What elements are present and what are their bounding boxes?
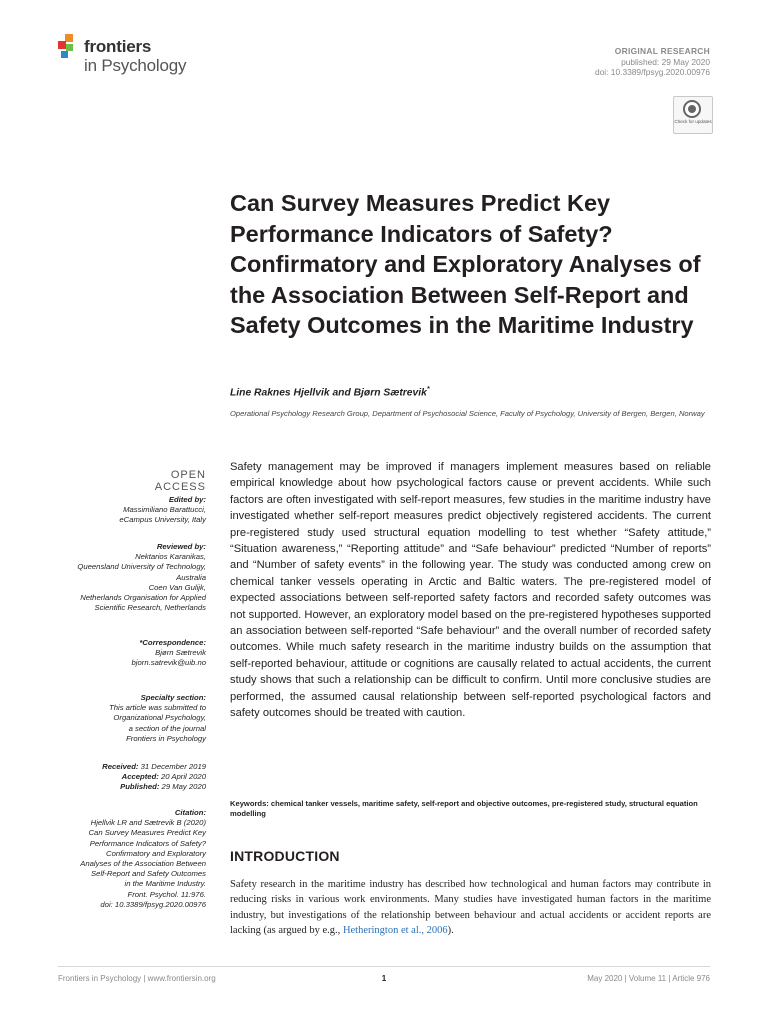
specialty-label: Specialty section: — [140, 693, 206, 702]
editor-line[interactable]: Massimiliano Barattucci, — [123, 505, 206, 515]
specialty-line: a section of the journal — [128, 723, 206, 733]
open-access-label: OPEN ACCESS — [154, 469, 206, 493]
affiliation: Operational Psychology Research Group, Department of Psychosocial Science, Faculty of Psychology, University of Bergen, Bergen, Norway — [230, 409, 705, 418]
edited-by-label: Edited by: — [168, 495, 206, 504]
check-updates-label: Check for updates — [674, 119, 712, 124]
section-heading-introduction: INTRODUCTION — [230, 848, 340, 864]
article-meta — [595, 46, 710, 78]
reviewed-by-label: Reviewed by: — [156, 542, 206, 551]
footer-journal-link[interactable]: Frontiers in Psychology | www.frontiersin.org — [58, 974, 216, 983]
logo-journal-name: in Psychology — [84, 56, 187, 75]
corresponding-mark: * — [426, 386, 430, 393]
authors-names[interactable]: Line Raknes Hjellvik and Bjørn Sætrevik — [230, 387, 427, 399]
reviewer-line: Queensland University of Technology, — [77, 562, 206, 572]
published-row: Published: 29 May 2020 — [120, 782, 206, 792]
correspondence-label: *Correspondence: — [139, 638, 206, 647]
specialty-line: Organizational Psychology, — [113, 713, 206, 723]
accepted-row: Accepted: 20 April 2020 — [121, 772, 206, 782]
received-row: Received: 31 December 2019 — [102, 762, 206, 771]
article-type: ORIGINAL RESEARCH — [614, 46, 710, 56]
reference-link[interactable]: Hetherington et al., 2006 — [342, 924, 448, 936]
citation-line: Hjellvik LR and Sætrevik B (2020) — [90, 818, 206, 828]
author-list — [230, 386, 430, 398]
reviewer-line: Scientific Research, Netherlands — [94, 603, 206, 613]
specialty-section — [36, 693, 206, 744]
citation-label: Citation: — [174, 808, 206, 817]
article-doi[interactable]: doi: 10.3389/fpsyg.2020.00976 — [594, 67, 710, 77]
article-title: Can Survey Measures Predict Key Performance Indicators of Safety? Confirmatory and Exploratory Analyses of the Association Between Self-Report and Safety Outcomes in the Maritime Industry — [230, 190, 701, 338]
citation-line: Front. Psychol. 11:976. — [127, 889, 206, 899]
specialty-line: This article was submitted to — [109, 703, 206, 713]
reviewer-line: Australia — [176, 572, 206, 582]
frontiers-logo-icon — [58, 34, 82, 62]
keywords: Keywords: chemical tanker vessels, maritime safety, self-report and objective outcomes, pre-registered study, structural equation modelling — [230, 799, 698, 819]
reviewer-line[interactable]: Nektarios Karanikas, — [135, 552, 206, 562]
introduction-paragraph: Safety research in the maritime industry has described how technological and human factors may contribute in reducing risks in various work environments. Many studies have investigated human factors in the maritime industry, but investigations of the relationship between behaviour and actual accidents or accident reports are lacking (as argued by e.g., Hetherington et al., 2006). — [230, 879, 711, 936]
journal-logo[interactable] — [58, 34, 208, 80]
citation-section — [36, 808, 206, 910]
editor-line: eCampus University, Italy — [119, 515, 206, 525]
abstract: Safety management may be improved if managers implement measures based on reliable empirical knowledge about how psychological factors cause or prevent accidents. While such factors are often investigated with self-report measures, few studies in the maritime industry have investigated whether self-report measures predict objectively registered accidents. The current pre-registered study used structural equation modelling to test whether “Safety attitude,” “Situation awareness,” “Reporting attitude” and “Safe behaviour” predicted “Number of reports” and “Number of safety events” in the following year. The study was conducted among crew on chemical tanker vessels operating in Arctic and Baltic waters. The pre-registered model of expected associations between self-reported safety factors and recorded safety outcomes was not supported. However, an exploratory model based on the pre-registered hypotheses supported an association between self-reported “Safe behaviour” and the overall number of recorded safety outcomes. While much safety research in the maritime industry builds on the assumption that self-reported behaviour, attitude or cognitions are causally related to actual accidents, the current study shows that such a relationship can be difficult to confirm. Until more conclusive studies are performed, the assumed causal relationship between self-reported psychological factors and safety outcomes should be treated with caution. — [230, 461, 711, 720]
published-date: published: 29 May 2020 — [621, 56, 710, 67]
reviewer-line[interactable]: Coen Van Gulijk, — [148, 582, 206, 592]
citation-line: Self-Report and Safety Outcomes — [91, 869, 206, 879]
page-number: 1 — [381, 974, 387, 983]
specialty-line: Frontiers in Psychology — [126, 733, 206, 743]
footer-divider — [58, 966, 710, 967]
logo-wordmark: frontiers — [84, 37, 152, 56]
reviewer-line: Netherlands Organisation for Applied — [80, 593, 206, 603]
dates-section — [36, 762, 206, 793]
reviewed-by-section — [36, 542, 206, 613]
footer-issue-info: May 2020 | Volume 11 | Article 976 — [587, 974, 710, 983]
citation-doi[interactable]: doi: 10.3389/fpsyg.2020.00976 — [100, 899, 206, 909]
citation-line: Can Survey Measures Predict Key — [88, 828, 206, 838]
correspondence-name: Bjørn Sætrevik — [155, 648, 206, 658]
check-for-updates-button[interactable] — [673, 96, 713, 134]
citation-line: Confirmatory and Exploratory — [106, 848, 206, 858]
check-updates-icon — [683, 100, 701, 118]
correspondence-email[interactable]: bjorn.satrevik@uib.no — [131, 658, 206, 668]
citation-line: in the Maritime Industry. — [124, 879, 206, 889]
correspondence-section — [36, 638, 206, 669]
edited-by-section — [36, 495, 206, 526]
citation-line: Performance Indicators of Safety? — [89, 838, 206, 848]
citation-line: Analyses of the Association Between — [80, 859, 206, 869]
